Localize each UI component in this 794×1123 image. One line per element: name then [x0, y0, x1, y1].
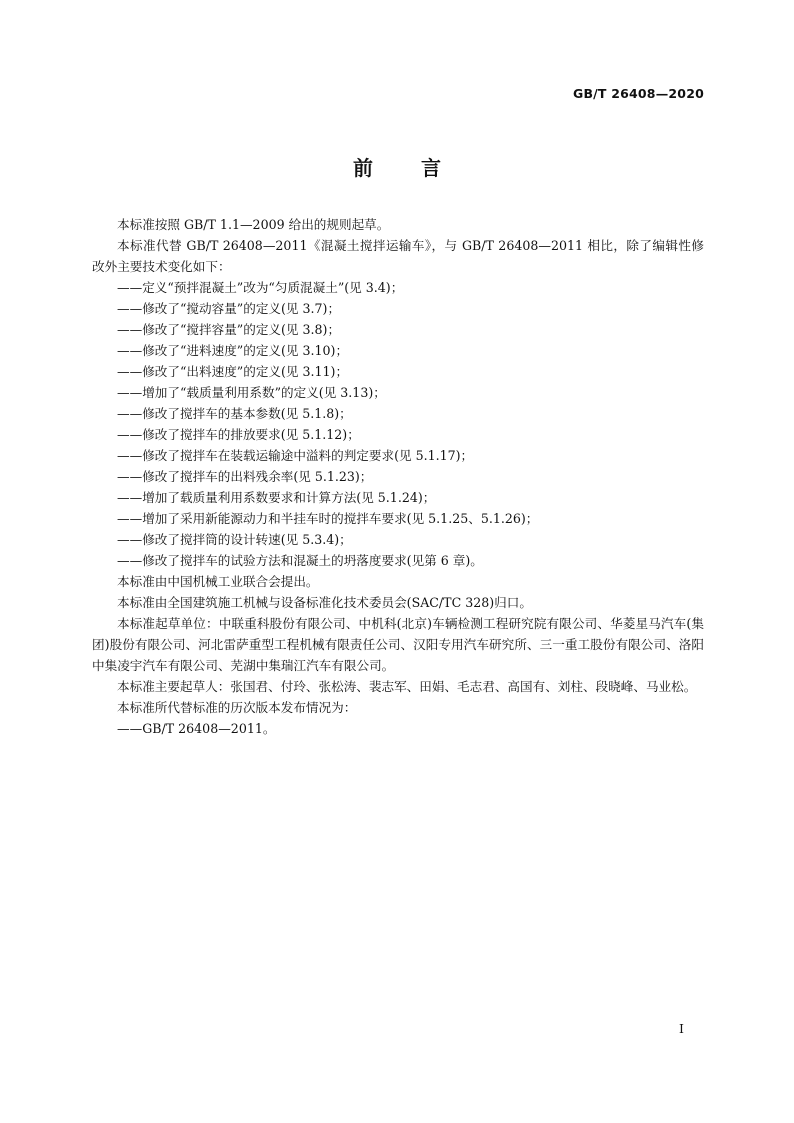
replacement-paragraph: 本标准代替 GB/T 26408—2011《混凝土搅拌运输车》，与 GB/T 26408—2011 相比，除了编辑性修改外主要技术变化如下： — [92, 238, 704, 274]
main-drafters-paragraph: 本标准主要起草人：张国君、付玲、张松涛、裴志军、田娟、毛志君、高国有、刘柱、段晓峰、马业松。 — [117, 679, 697, 694]
list-item: ——修改了“出料速度”的定义(见 3.11)； — [117, 364, 349, 379]
list-item: ——修改了“搅动容量”的定义(见 3.7)； — [117, 301, 341, 316]
proposed-by-paragraph: 本标准由中国机械工业联合会提出。 — [117, 574, 319, 589]
list-item: ——修改了搅拌车的排放要求(见 5.1.12)； — [117, 427, 360, 442]
list-item: ——定义“预拌混凝土”改为“匀质混凝土”(见 3.4)； — [117, 280, 404, 295]
list-item: ——增加了“载质量利用系数”的定义(见 3.13)； — [117, 385, 386, 400]
standard-code: GB/T 26408—2020 — [572, 86, 704, 101]
centralized-by-paragraph: 本标准由全国建筑施工机械与设备标准化技术委员会(SAC/TC 328)归口。 — [117, 595, 532, 610]
history-intro-paragraph: 本标准所代替标准的历次版本发布情况为： — [117, 700, 357, 715]
foreword-body — [92, 214, 704, 739]
page-title: 前言 — [353, 156, 489, 180]
history-item: ——GB/T 26408—2011。 — [117, 721, 276, 736]
drafting-units-paragraph: 本标准起草单位：中联重科股份有限公司、中机科(北京)车辆检测工程研究院有限公司、华菱星马汽车(集团)股份有限公司、河北雷萨重型工程机械有限责任公司、汉阳专用汽车研究所、三一重工股份有限公司、洛阳中集凌宇汽车有限公司、芜湖中集瑞江汽车有限公司。 — [92, 616, 704, 673]
list-item: ——修改了搅拌车的试验方法和混凝土的坍落度要求(见第 6 章)。 — [117, 553, 483, 568]
list-item: ——修改了搅拌车在装载运输途中溢料的判定要求(见 5.1.17)； — [117, 448, 474, 463]
list-item: ——修改了“搅拌容量”的定义(见 3.8)； — [117, 322, 341, 337]
intro-paragraph: 本标准按照 GB/T 1.1—2009 给出的规则起草。 — [117, 217, 390, 232]
list-item: ——修改了搅拌车的基本参数(见 5.1.8)； — [117, 406, 352, 421]
list-item: ——修改了搅拌筒的设计转速(见 5.3.4)； — [117, 532, 352, 547]
list-item: ——修改了“进料速度”的定义(见 3.10)； — [117, 343, 349, 358]
list-item: ——增加了载质量利用系数要求和计算方法(见 5.1.24)； — [117, 490, 436, 505]
page-number: I — [679, 1021, 684, 1036]
list-item: ——增加了采用新能源动力和半挂车时的搅拌车要求(见 5.1.25、5.1.26)； — [117, 511, 539, 526]
changes-list — [92, 277, 704, 571]
list-item: ——修改了搅拌车的出料残余率(见 5.1.23)； — [117, 469, 373, 484]
